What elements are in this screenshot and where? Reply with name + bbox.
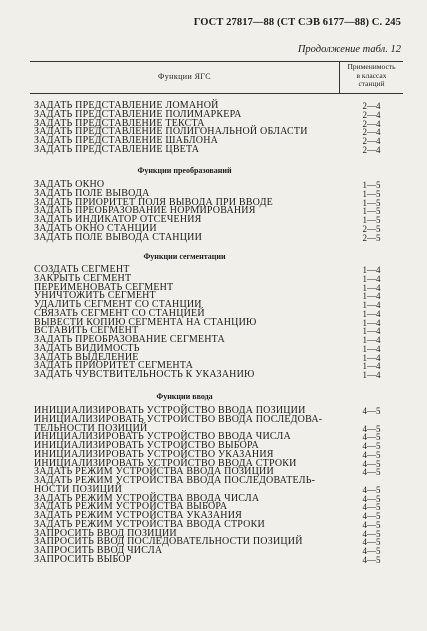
page-header: ГОСТ 27817—88 (СТ СЭВ 6177—88) С. 245 [193,17,401,28]
function-name: ТЕЛЬНОСТИ ПОЗИЦИЙ [34,422,148,434]
applicability-value: 4—5 [362,511,381,521]
function-name: ЗАДАТЬ РЕЖИМ УСТРОЙСТВА ВЫБОРА [34,501,228,513]
function-name: ЗАДАТЬ ПРЕОБРАЗОВАНИЕ НОРМИРОВАНИЯ [34,205,256,217]
function-name: ЗАДАТЬ ЧУВСТВИТЕЛЬНОСТЬ К УКАЗАНИЮ [34,369,255,380]
applicability-value: 2—4 [362,109,381,120]
function-name: ИНИЦИАЛИЗИРОВАТЬ УСТРОЙСТВО ВЫБОРА [34,440,259,451]
function-name: ЗАДАТЬ ПРЕДСТАВЛЕНИЕ ПОЛИГОНАЛЬНОЙ ОБЛАСТИ [34,126,308,138]
function-name: ЗАДАТЬ ПРИОРИТЕТ ПОЛЯ ВЫВОДА ПРИ ВВОДЕ [34,196,273,208]
function-name: ЗАДАТЬ ВЫДЕЛЕНИЕ [34,351,139,363]
function-name: ИНИЦИАЛИЗИРОВАТЬ УСТРОЙСТВО ВВОДА ЧИСЛА [34,431,291,443]
applicability-value: 4—5 [362,502,381,513]
applicability-value: 1—4 [362,265,381,275]
applicability-value: 2—4 [362,118,381,129]
applicability-value: 1—4 [362,352,381,363]
function-name: УДАЛИТЬ СЕГМЕНТ СО СТАНЦИИ [34,299,202,310]
applicability-value: 4—5 [362,458,381,469]
function-name: ЗАДАТЬ ПРЕДСТАВЛЕНИЕ ТЕКСТА [34,117,205,129]
table-row [0,370,427,380]
table-header-rule [30,93,403,94]
function-name: СВЯЗАТЬ СЕГМЕНТ СО СТАНЦИЕЙ [34,307,205,319]
function-name: ЗАДАТЬ РЕЖИМ УСТРОЙСТВА ВВОДА ПОЗИЦИИ [34,466,274,478]
applicability-value: 2—5 [362,232,381,243]
applicability-value: 1—4 [362,317,381,328]
applicability-value: 4—5 [362,493,381,504]
function-name: ИНИЦИАЛИЗИРОВАТЬ УСТРОЙСТВО ВВОДА ПОЗИЦИИ [34,405,306,416]
column-header-applicability-line: в классах [356,70,387,80]
function-name: ЗАДАТЬ ОКНО [34,179,105,190]
section-heading-transform: Функции преобразований [137,166,232,175]
function-name: ЗАПРОСИТЬ ВЫБОР [34,553,132,565]
applicability-value: 1—5 [362,197,381,208]
applicability-value: 1—4 [362,291,381,302]
applicability-value: 4—5 [362,467,381,478]
applicability-value: 2—5 [362,223,381,234]
table-row [0,233,427,243]
applicability-value: 1—4 [362,361,381,372]
function-name: ВЫВЕСТИ КОПИЮ СЕГМЕНТА НА СТАНЦИЮ [34,316,257,328]
applicability-value: 1—5 [362,206,381,217]
applicability-value: 4—5 [362,449,381,460]
function-name: ВСТАВИТЬ СЕГМЕНТ [34,325,139,337]
function-name: ИНИЦИАЛИЗИРОВАТЬ УСТРОЙСТВО ВВОДА СТРОКИ [34,457,297,469]
function-name: ЗАПРОСИТЬ ВВОД ЧИСЛА [34,545,163,556]
applicability-value: 1—5 [362,180,381,190]
function-name: ПЕРЕИМЕНОВАТЬ СЕГМЕНТ [34,281,174,293]
column-header-applicability [340,63,403,89]
function-name: ЗАДАТЬ ПОЛЕ ВЫВОДА СТАНЦИИ [34,231,202,243]
column-header-applicability-line: станций [358,79,385,88]
table-continuation-label: Продолжение табл. 12 [297,44,401,55]
applicability-value: 2—4 [362,144,381,155]
function-name: ЗАДАТЬ ПРЕДСТАВЛЕНИЕ ЛОМАНОЙ [34,100,219,111]
table-row [0,555,427,565]
function-name: ЗАПРОСИТЬ ВВОД ПОСЛЕДОВАТЕЛЬНОСТИ ПОЗИЦИЙ [34,536,303,548]
applicability-value: 1—4 [362,308,381,319]
applicability-value: 4—5 [362,423,381,434]
function-name: ЗАДАТЬ РЕЖИМ УСТРОЙСТВА ВВОДА СТРОКИ [34,518,265,530]
applicability-value: 4—5 [362,406,381,416]
table-row [0,145,427,155]
applicability-value: 1—4 [362,282,381,293]
function-name: УНИЧТОЖИТЬ СЕГМЕНТ [34,290,156,302]
column-header-applicability-line: Применимость [347,62,396,71]
applicability-value: 4—5 [362,484,381,495]
function-name: ЗАДАТЬ РЕЖИМ УСТРОЙСТВА УКАЗАНИЯ [34,510,242,521]
applicability-value: 4—5 [362,432,381,443]
applicability-value: 1—4 [362,370,381,380]
applicability-value: 1—4 [362,300,381,310]
function-name: ЗАДАТЬ ОКНО СТАНЦИИ [34,222,157,234]
function-name: ЗАДАТЬ РЕЖИМ УСТРОЙСТВА ВВОДА ЧИСЛА [34,492,260,504]
function-name: ЗАДАТЬ ПРЕДСТАВЛЕНИЕ ЦВЕТА [34,143,200,155]
applicability-value: 4—5 [362,537,381,548]
applicability-value: 1—5 [362,188,381,199]
function-name: ЗАДАТЬ ПРЕДСТАВЛЕНИЕ ПОЛИМАРКЕРА [34,108,242,120]
applicability-value: 4—5 [362,528,381,539]
function-name: ИНИЦИАЛИЗИРОВАТЬ УСТРОЙСТВО УКАЗАНИЯ [34,448,274,460]
function-name: СОЗДАТЬ СЕГМЕНТ [34,264,130,275]
applicability-value: 1—4 [362,343,381,354]
function-name: ЗАПРОСИТЬ ВВОД ПОЗИЦИИ [34,527,177,539]
applicability-value: 2—4 [362,136,381,146]
function-name: ЗАДАТЬ РЕЖИМ УСТРОЙСТВА ВВОДА ПОСЛЕДОВАТЕЛЬ- [34,475,316,486]
function-name: ЗАДАТЬ ИНДИКАТОР ОТСЕЧЕНИЯ [34,214,202,225]
applicability-value: 2—4 [362,127,381,138]
function-name: ЗАДАТЬ ПОЛЕ ВЫВОДА [34,187,150,199]
applicability-value: 1—4 [362,273,381,284]
applicability-value: 2—4 [362,101,381,111]
function-name: ЗАДАТЬ ПРЕОБРАЗОВАНИЕ СЕГМЕНТА [34,334,225,345]
applicability-value: 1—4 [362,335,381,345]
function-name: ЗАДАТЬ ПРЕДСТАВЛЕНИЕ ШАБЛОНА [34,135,219,146]
function-name: ИНИЦИАЛИЗИРОВАТЬ УСТРОЙСТВО ВВОДА ПОСЛЕДОВА- [34,413,323,425]
section-heading-input: Функции ввода [156,392,213,401]
applicability-value: 4—5 [362,554,381,565]
applicability-value: 4—5 [362,441,381,451]
section-heading-segment: Функции сегментации [143,252,226,261]
applicability-value: 4—5 [362,519,381,530]
applicability-value: 1—5 [362,215,381,225]
applicability-value: 4—5 [362,546,381,556]
column-header-function: Функции ЯГС [158,72,211,81]
function-name: ЗАДАТЬ ВИДИМОСТЬ [34,342,140,354]
function-name: ЗАДАТЬ ПРИОРИТЕТ СЕГМЕНТА [34,360,194,372]
function-name: ЗАКРЫТЬ СЕГМЕНТ [34,272,132,284]
applicability-value: 1—4 [362,326,381,337]
function-name: НОСТИ ПОЗИЦИЙ [34,483,123,495]
